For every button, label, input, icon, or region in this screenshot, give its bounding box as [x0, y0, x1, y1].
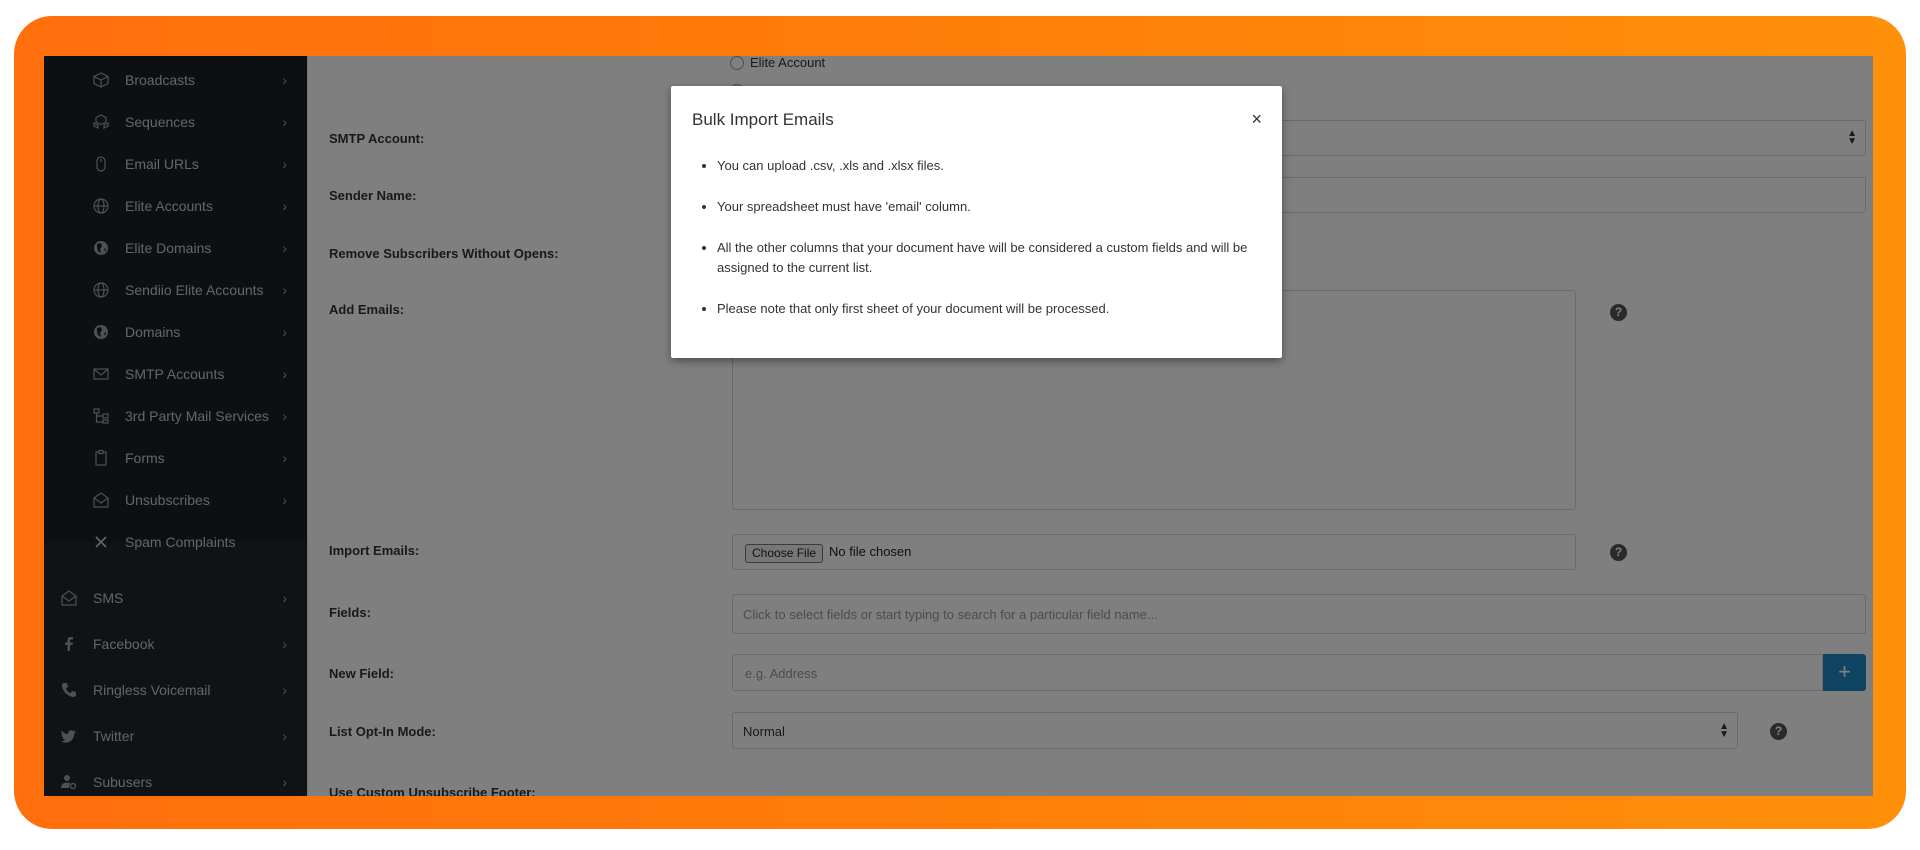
modal-title: Bulk Import Emails [692, 110, 834, 129]
list-item: • Your spreadsheet must have 'email' column. [717, 197, 1285, 217]
list-item: • Please note that only first sheet of your document will be processed. [717, 299, 1285, 319]
list-item: • You can upload .csv, .xls and .xlsx files. [717, 156, 1285, 176]
app-screen [44, 56, 1873, 796]
bulk-import-modal [671, 86, 1282, 358]
close-icon[interactable]: × [1251, 109, 1262, 129]
instructions-list [692, 156, 1285, 340]
list-item: • All the other columns that your document have will be considered a custom fields and will be assigned to the current list. [717, 238, 1285, 278]
